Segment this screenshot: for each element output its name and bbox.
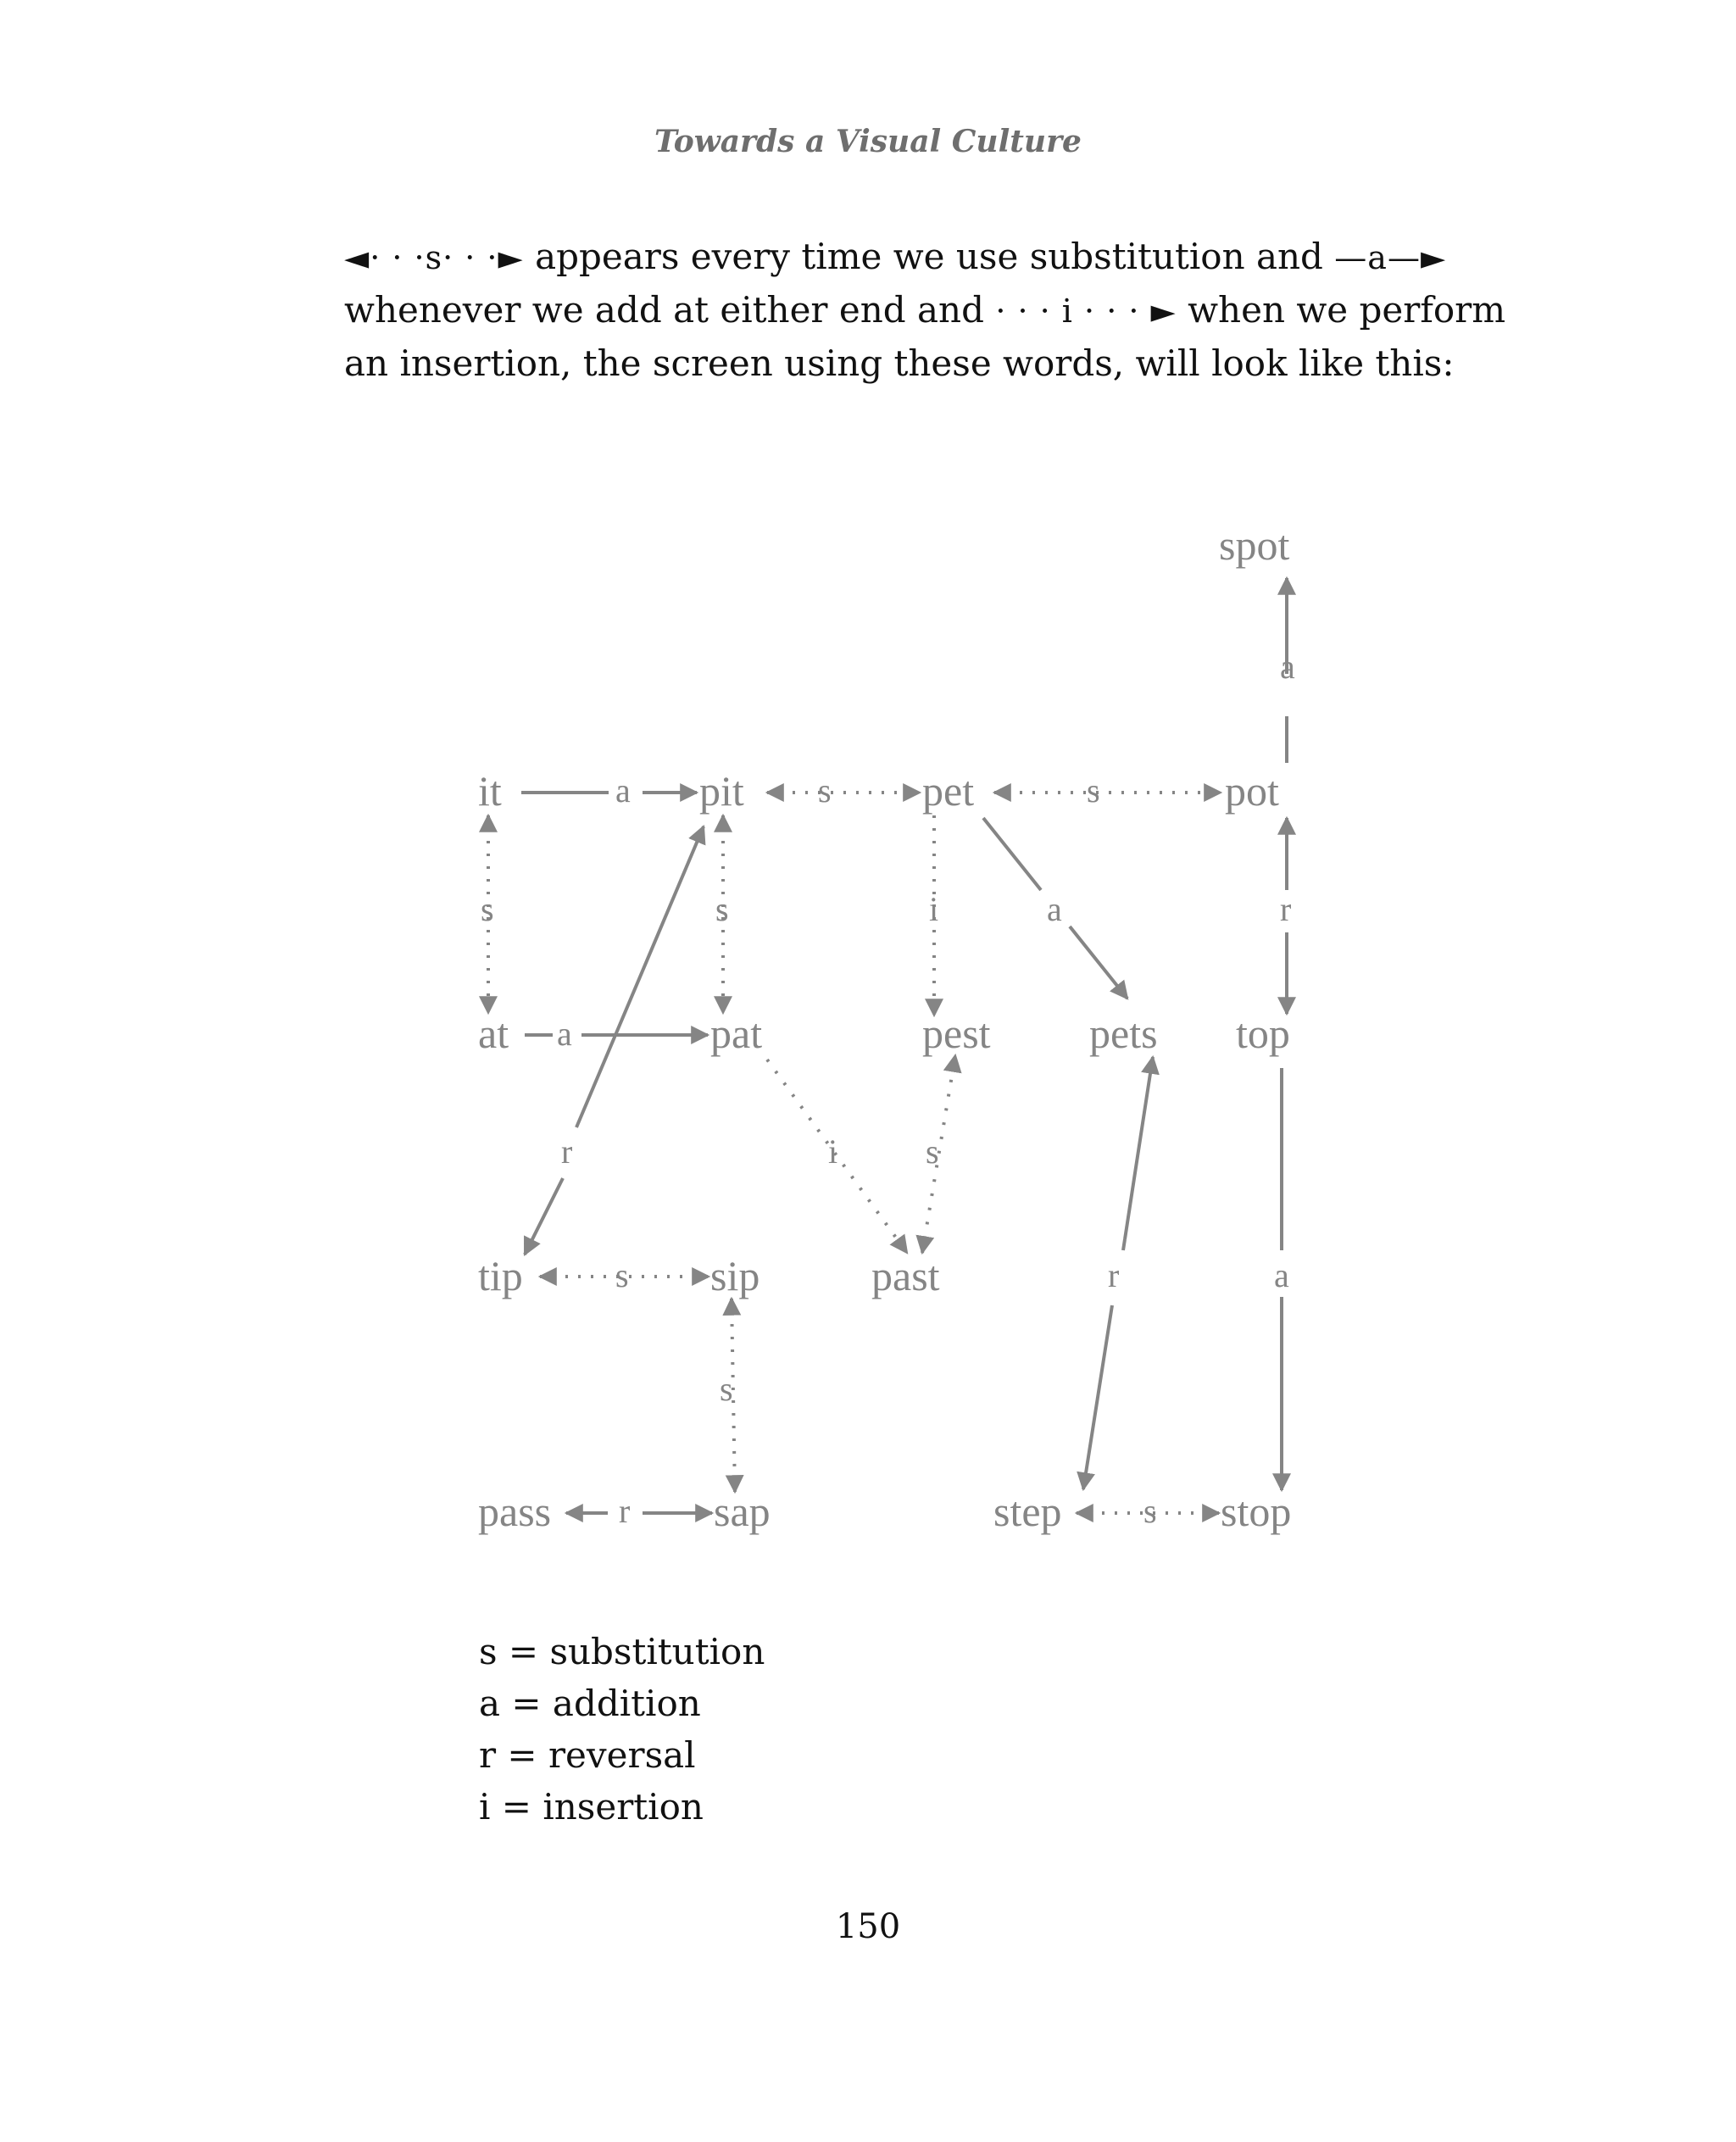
label-spot-a: a <box>1280 648 1295 686</box>
word-stop: stop <box>1221 1488 1292 1535</box>
intro-line-3: an insertion, the screen using these words, will look like this: <box>344 342 1455 384</box>
word-pest: pest <box>922 1010 991 1057</box>
legend-item-insertion: i = insertion <box>479 1786 704 1828</box>
word-sip: sip <box>710 1252 760 1299</box>
word-past: past <box>871 1252 940 1299</box>
substitution-symbol: ◄· · ·s· · ·► <box>344 239 524 276</box>
label-top-stop-a: a <box>1274 1256 1289 1294</box>
legend <box>479 1626 765 1833</box>
word-at: at <box>478 1010 509 1057</box>
edge-pet-pets-upper <box>983 818 1041 890</box>
label-pit-pet-s: s <box>818 771 832 810</box>
label-pit-pat-s: s <box>715 890 729 928</box>
word-transformation-diagram <box>458 509 1356 1577</box>
label-pat-past-i: i <box>828 1132 838 1171</box>
label-pit-tip-r: r <box>561 1132 573 1171</box>
label-it-pit-a: a <box>615 771 631 810</box>
word-pet: pet <box>922 767 975 815</box>
word-step: step <box>993 1488 1062 1535</box>
word-pit: pit <box>699 767 744 815</box>
word-sap: sap <box>714 1488 771 1535</box>
running-head: Towards a Visual Culture <box>654 124 1082 159</box>
label-it-at-s: s <box>481 890 494 928</box>
legend-item-addition: a = addition <box>479 1683 701 1724</box>
word-pass: pass <box>478 1488 552 1535</box>
intro-line-2 <box>344 284 1506 337</box>
edge-pet-pets-lower <box>1070 926 1127 999</box>
legend-item-reversal: r = reversal <box>479 1734 696 1776</box>
label-pet-pot-s: s <box>1087 771 1100 810</box>
word-pot: pot <box>1225 767 1279 815</box>
page-number: 150 <box>835 1907 901 1946</box>
edge-pets-step-upper-head <box>1125 1057 1153 1239</box>
edge-pit-tip-lower <box>525 1178 563 1255</box>
word-spot: spot <box>1219 521 1290 569</box>
edge-pit-tip-upper <box>576 826 704 1127</box>
intro-line-1 <box>344 231 1480 284</box>
label-pet-pest-i: i <box>929 890 939 928</box>
word-pets: pets <box>1089 1010 1158 1057</box>
legend-item-substitution: s = substitution <box>479 1631 765 1672</box>
word-top: top <box>1236 1010 1290 1057</box>
edge-pets-step-upper <box>1123 1239 1125 1250</box>
label-tip-sip-s: s <box>615 1256 629 1294</box>
label-past-pest-s: s <box>926 1132 939 1171</box>
intro-line-2-tail: when we perform <box>1176 289 1506 331</box>
addition-symbol: —a—► <box>1334 239 1447 276</box>
label-pot-top-r: r <box>1280 890 1292 928</box>
word-pat: pat <box>710 1010 763 1057</box>
label-at-pat-a: a <box>557 1015 572 1053</box>
insertion-symbol: · · · i · · · ► <box>995 292 1177 330</box>
intro-line-2-text: whenever we add at either end and <box>344 289 996 331</box>
intro-paragraph <box>344 231 1506 389</box>
label-step-stop-s: s <box>1143 1492 1157 1530</box>
word-it: it <box>478 767 502 815</box>
label-pets-step-r: r <box>1108 1256 1120 1294</box>
word-tip: tip <box>478 1252 523 1299</box>
label-pet-pets-a: a <box>1047 890 1062 928</box>
intro-line-1-text: appears every time we use substitution and <box>523 236 1335 277</box>
label-pass-sap-r: r <box>619 1492 631 1530</box>
edge-pets-step-lower <box>1083 1305 1112 1489</box>
label-sip-sap-s: s <box>720 1370 733 1408</box>
